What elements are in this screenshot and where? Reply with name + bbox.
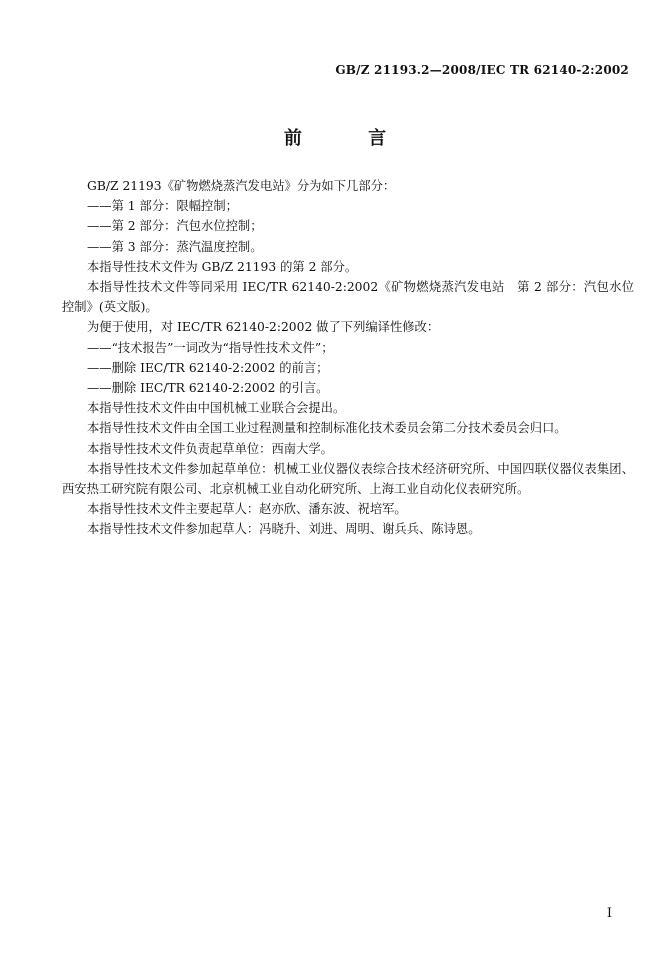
- paragraph-part-1: ——第 1 部分：限幅控制；: [87, 199, 238, 214]
- paragraph-equivalence: 本指导性技术文件等同采用 IEC/TR 62140-2:2002《矿物燃烧蒸汽发电站 第 2 部分：汽包水位控制》(英文版)。: [62, 280, 634, 315]
- paragraph-lead-drafter: 本指导性技术文件负责起草单位：西南大学。: [87, 441, 333, 456]
- page-title: 前 言: [283, 128, 417, 149]
- paragraph-proposer: 本指导性技术文件由中国机械工业联合会提出。: [87, 401, 346, 416]
- paragraph-part-2: ——第 2 部分：汽包水位控制；: [87, 219, 263, 234]
- paragraph-part-3: ——第 3 部分：蒸汽温度控制。: [87, 239, 263, 254]
- paragraph-editorial-changes: 为便于使用，对 IEC/TR 62140-2:2002 做了下列编译性修改：: [87, 320, 440, 335]
- paragraph-parts-intro: GB/Z 21193《矿物燃烧蒸汽发电站》分为如下几部分：: [87, 179, 396, 193]
- paragraph-change-1: ——“技术报告”一词改为“指导性技术文件”；: [87, 340, 334, 355]
- paragraph-change-2: ——删除 IEC/TR 62140-2:2002 的前言；: [87, 360, 329, 375]
- standard-code-header: GB/Z 21193.2—2008/IEC TR 62140-2:2002: [335, 63, 629, 77]
- paragraph-main-authors: 本指导性技术文件主要起草人：赵亦欣、潘东波、祝培军。: [87, 502, 407, 517]
- paragraph-change-3: ——删除 IEC/TR 62140-2:2002 的引言。: [87, 381, 329, 396]
- paragraph-administration: 本指导性技术文件由全国工业过程测量和控制标准化技术委员会第二分技术委员会归口。: [87, 421, 567, 436]
- paragraph-participating-drafters: 本指导性技术文件参加起草单位：机械工业仪器仪表综合技术经济研究所、中国四联仪器仪表集团、西安热工研究院有限公司、北京机械工业自动化研究所、上海工业自动化仪表研究所。: [62, 461, 634, 497]
- paragraph-participating-authors: 本指导性技术文件参加起草人：冯晓升、刘进、周明、谢兵兵、陈诗恩。: [87, 522, 481, 537]
- foreword-body: [62, 176, 634, 540]
- paragraph-document-scope: 本指导性技术文件为 GB/Z 21193 的第 2 部分。: [87, 259, 358, 274]
- page-number: I: [606, 906, 612, 921]
